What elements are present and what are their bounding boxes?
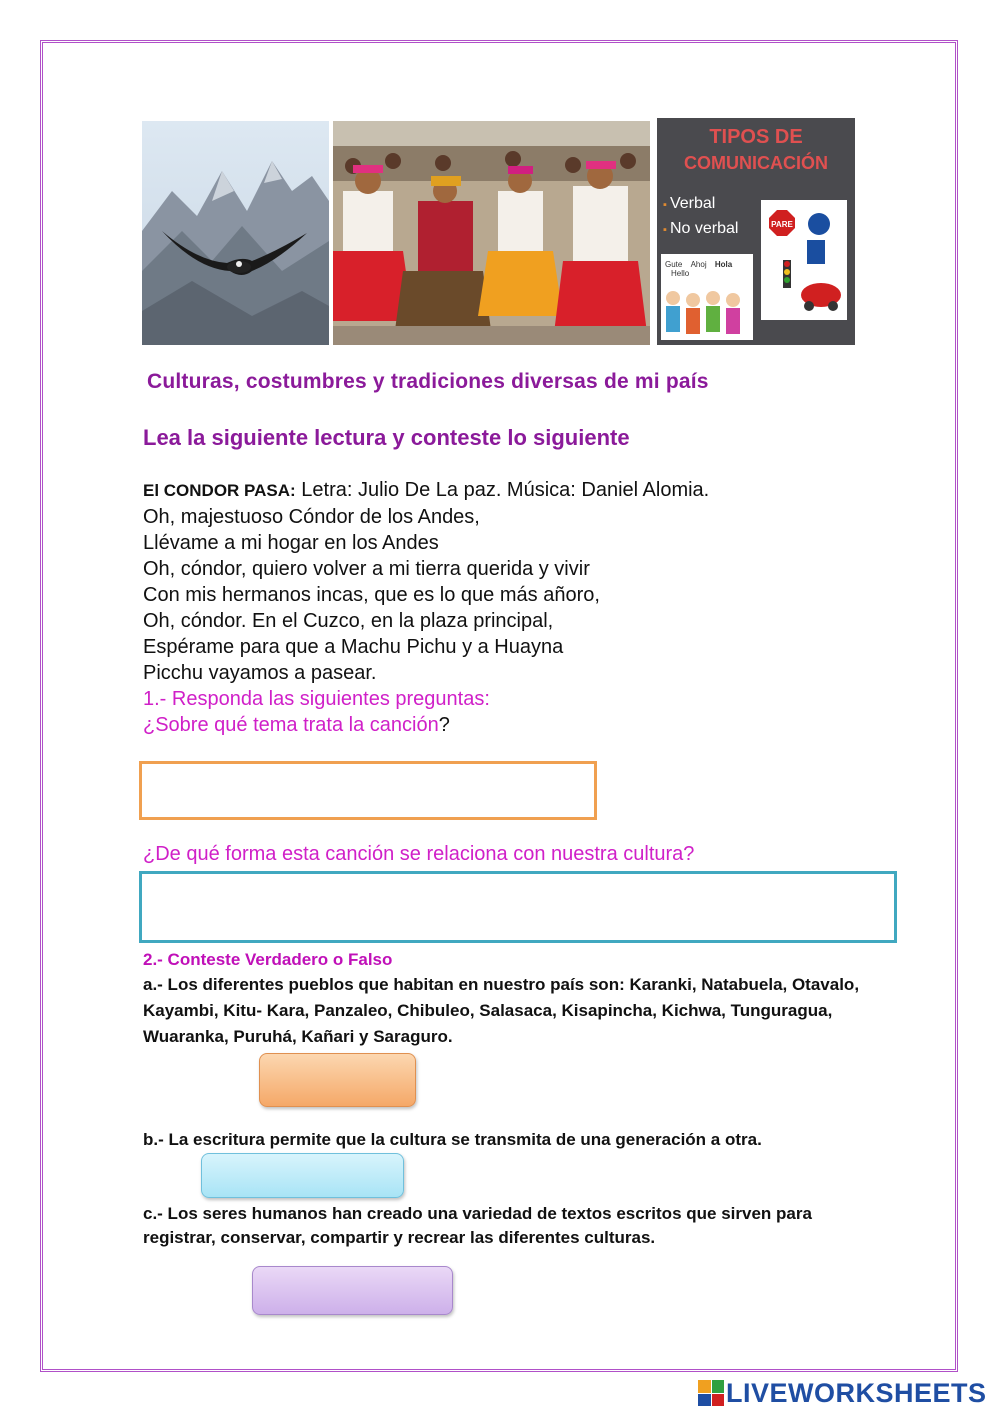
bullet-icon: ▪ — [663, 199, 670, 211]
liveworksheets-brand: LIVEWORKSHEETS — [726, 1377, 987, 1408]
statement-b: b.- La escritura permite que la cultura se transmita de una generación a otra. — [143, 1130, 762, 1149]
question1-line — [143, 712, 709, 738]
bubble-3: Hello — [671, 269, 690, 278]
condor-image — [142, 121, 329, 345]
bubble-4: Ahoj — [690, 260, 707, 269]
page-title: Culturas, costumbres y tradiciones diversas de mi país — [147, 370, 709, 393]
page-subtitle: Lea la siguiente lectura y conteste lo siguiente — [143, 425, 630, 450]
comm-item-verbal: Verbal — [669, 195, 716, 212]
bullet-icon: ▪ — [663, 224, 670, 236]
communication-types-image — [657, 118, 855, 345]
answer-input-question1[interactable] — [139, 761, 597, 820]
speech-bubbles-panel — [661, 254, 753, 340]
answer-input-c[interactable] — [252, 1266, 453, 1315]
liveworksheets-logo[interactable] — [698, 1378, 987, 1408]
section2-heading: 2.- Conteste Verdadero o Falso — [143, 950, 393, 969]
poem-line: Oh, cóndor. En el Cuzco, en la plaza principal, — [143, 610, 554, 632]
question1: ¿Sobre qué tema trata la canción — [143, 714, 439, 736]
answer-input-question2[interactable] — [139, 871, 897, 943]
poem-line: Llévame a mi hogar en los Andes — [143, 532, 439, 554]
section1-heading: 1.- Responda las siguientes preguntas: — [143, 688, 490, 710]
question2: ¿De qué forma esta canción se relaciona con nuestra cultura? — [143, 843, 695, 865]
festival-image — [333, 121, 650, 345]
comm-item-nonverbal: No verbal — [669, 220, 739, 237]
statement-c: c.- Los seres humanos han creado una variedad de textos escritos que sirven para registrar, conservar, compartir y recrear las diferentes culturas. — [143, 1204, 812, 1247]
statement-a: a.- Los diferentes pueblos que habitan en nuestro país son: Karanki, Natabuela, Otavalo, Kayambi, Kitu- Kara, Panzaleo, Chibuleo, Salasaca, Kisapincha, Kichwa, Tunguragua, Wuaranka, Puruhá, Kañari y Saraguro. — [143, 975, 860, 1046]
liveworksheets-badge-icon — [698, 1380, 724, 1406]
bubble-1: Gute — [665, 260, 683, 269]
comm-title-line1: TIPOS DE — [709, 126, 803, 148]
poem-line: Oh, majestuoso Cóndor de los Andes, — [143, 506, 480, 528]
poem-heading: El CONDOR PASA: — [143, 481, 296, 500]
traffic-signs-panel — [761, 200, 847, 320]
bubble-2: Hola — [714, 260, 733, 269]
sign-text: PARE — [771, 220, 793, 229]
poem-credits: Letra: Julio De La paz. Música: Daniel Alomia. — [295, 479, 710, 501]
poem-line: Picchu vayamos a pasear. — [143, 662, 377, 684]
poem-block — [143, 477, 709, 738]
poem-line: Espérame para que a Machu Pichu y a Huayna — [143, 636, 564, 658]
answer-input-a[interactable] — [259, 1053, 416, 1107]
poem-line: Con mis hermanos incas, que es lo que más añoro, — [143, 584, 600, 606]
poem-line: Oh, cóndor, quiero volver a mi tierra querida y vivir — [143, 558, 590, 580]
poem-heading-line — [143, 477, 709, 504]
question1-mark: ? — [438, 714, 450, 736]
comm-title-line2: COMUNICACIÓN — [684, 153, 828, 173]
answer-input-b[interactable] — [201, 1153, 404, 1198]
